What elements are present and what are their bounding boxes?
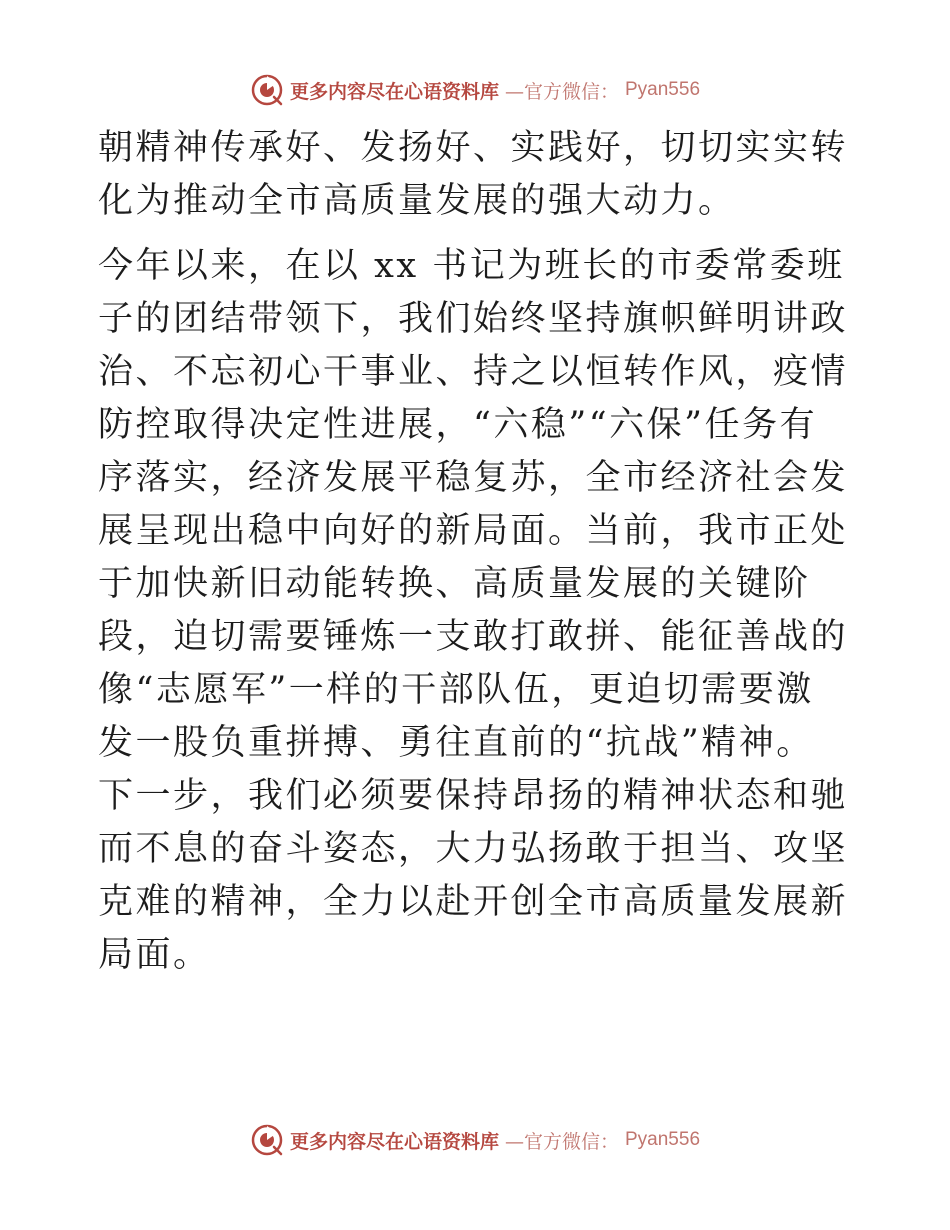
brand-seal-icon bbox=[250, 1123, 284, 1157]
brand-separator: —官方微信： bbox=[504, 80, 619, 103]
document-body bbox=[98, 122, 850, 982]
brand-separator: —官方微信： bbox=[504, 1130, 619, 1153]
brand-text: 更多内容尽在心语资料库 bbox=[289, 1130, 499, 1153]
page-header-watermark bbox=[0, 70, 950, 110]
wechat-id: Pyan556 bbox=[625, 1129, 701, 1150]
paragraph-2: 今年以来，在以 xx 书记为班长的市委常委班子的团结带领下，我们始终坚持旗帜鲜明讲政治、不忘初心干事业、持之以恒转作风，疫情防控取得决定性进展，“六稳”“六保”任务有序落实，经济发展平稳复苏，全市经济社会发展呈现出稳中向好的新局面。当前，我市正处于加快新旧动能转换、高质量发展的关键阶段，迫切需要锤炼一支敢打敢拼、能征善战的像“志愿军”一样的干部队伍，更迫切需要激发一股负重拼搏、勇往直前的“抗战”精神。下一步，我们必须要保持昂扬的精神状态和驰而不息的奋斗姿态，大力弘扬敢于担当、攻坚克难的精神，全力以赴开创全市高质量发展新局面。 bbox=[98, 246, 849, 975]
wechat-id: Pyan556 bbox=[625, 79, 701, 100]
page-footer-watermark bbox=[0, 1120, 950, 1160]
brand-seal-icon bbox=[250, 73, 284, 107]
paragraph-1: 朝精神传承好、发扬好、实践好，切切实实转化为推动全市高质量发展的强大动力。 bbox=[98, 128, 849, 221]
brand-text: 更多内容尽在心语资料库 bbox=[289, 80, 499, 103]
